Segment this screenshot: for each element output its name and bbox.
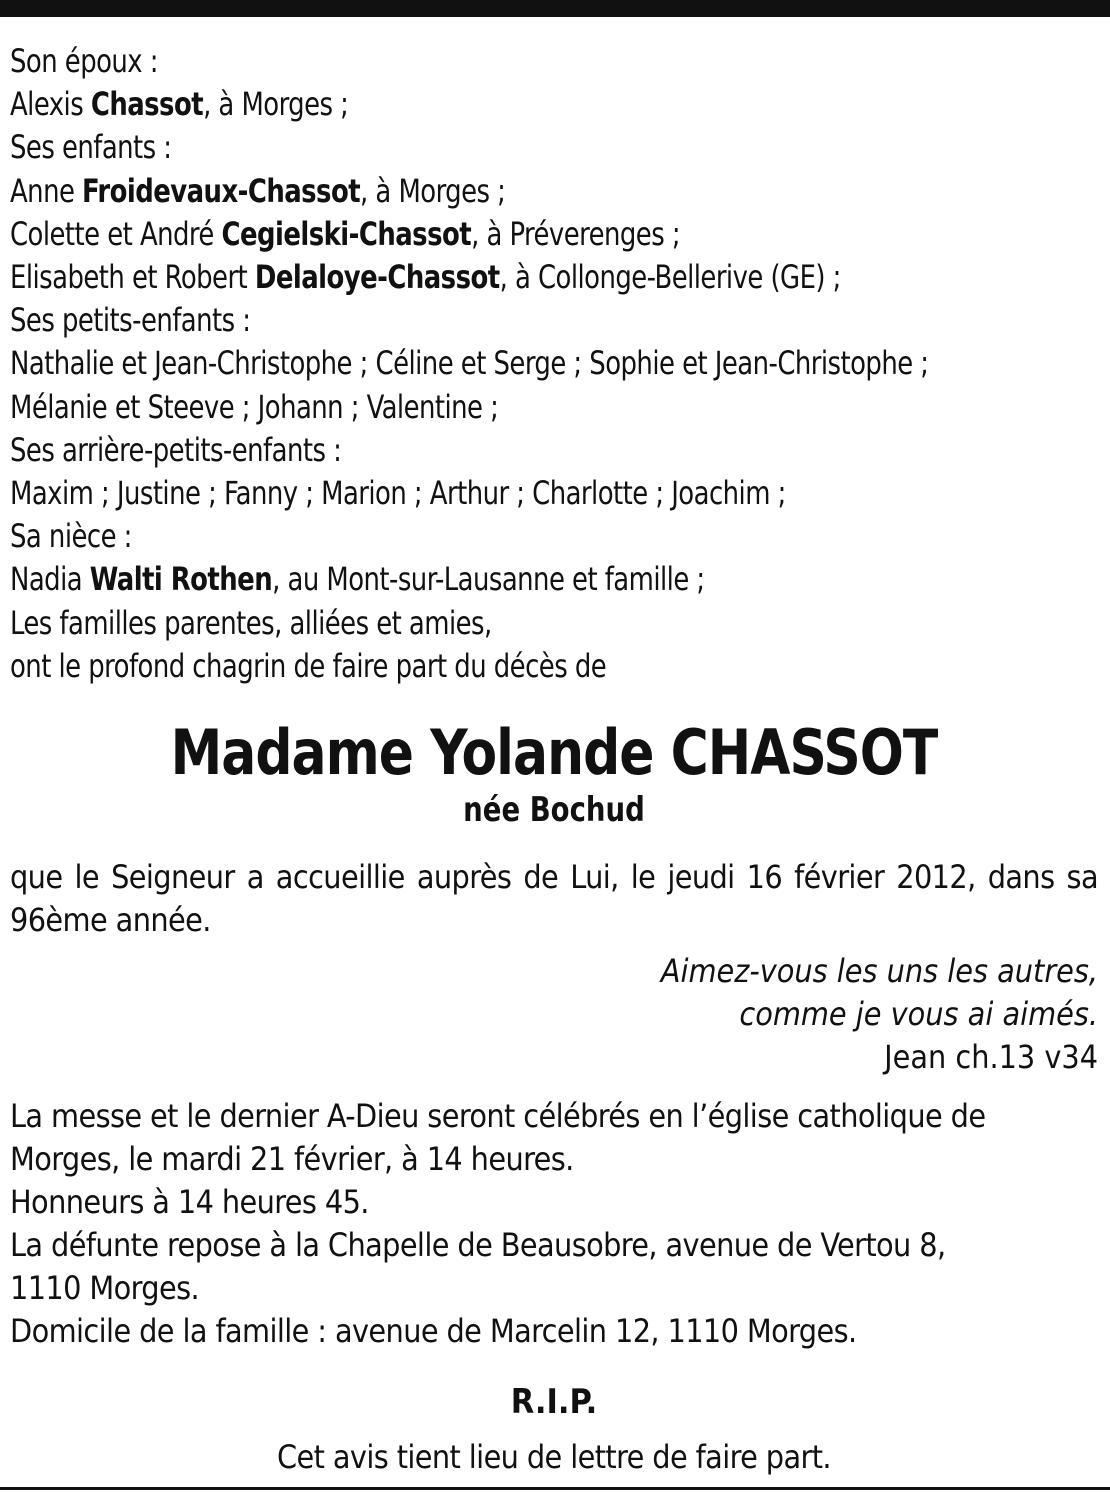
family-line-suffix: , au Mont-sur-Lausanne et famille ; xyxy=(272,560,705,599)
family-line xyxy=(10,645,989,688)
family-surname: Froidevaux-Chassot xyxy=(82,171,361,210)
top-border-rule xyxy=(0,0,1110,17)
family-line xyxy=(10,126,989,169)
family-line-text: Alexis xyxy=(10,85,91,124)
announcement-text: que le Seigneur a accueillie auprès de Lui, le jeudi 16 février 2012, dans sa 96ème année. xyxy=(10,858,1098,940)
family-line-text: Maxim ; Justine ; Fanny ; Marion ; Arthur ; Charlotte ; Joachim ; xyxy=(10,474,786,513)
family-list xyxy=(10,40,1098,688)
domicile-line: Domicile de la famille : avenue de Marcelin 12, 1110 Morges. xyxy=(10,1312,857,1351)
family-line xyxy=(10,386,989,429)
family-line-suffix: , à Collonge-Bellerive (GE) ; xyxy=(499,258,841,297)
family-line xyxy=(10,429,989,472)
family-line-suffix: , à Morges ; xyxy=(203,85,349,124)
ceremony-details xyxy=(10,1095,1098,1353)
family-line xyxy=(10,472,989,515)
closing-text: Cet avis tient lieu de lettre de faire part. xyxy=(277,1438,831,1477)
quote-line: comme je vous ai aimés. xyxy=(739,995,1098,1034)
family-line-text: Ses enfants : xyxy=(10,128,172,167)
family-line-text: Elisabeth et Robert xyxy=(10,258,255,297)
family-line-text: ont le profond chagrin de faire part du décès de xyxy=(10,646,607,685)
quote-line: Aimez-vous les uns les autres, xyxy=(660,952,1098,991)
honors-line: Honneurs à 14 heures 45. xyxy=(10,1183,369,1222)
bottom-border-rule xyxy=(0,1487,1110,1490)
family-line xyxy=(10,170,989,213)
family-line-suffix: , à Morges ; xyxy=(360,171,506,210)
bible-quote xyxy=(10,950,1098,1079)
repose-line: 1110 Morges. xyxy=(10,1269,200,1308)
family-line xyxy=(10,213,989,256)
family-line-text: Ses petits-enfants : xyxy=(10,301,251,340)
family-line xyxy=(10,83,989,126)
family-line-suffix: , à Préverenges ; xyxy=(471,214,681,253)
deceased-birth-name: née Bochud xyxy=(463,790,645,831)
family-surname: Cegielski-Chassot xyxy=(221,214,472,253)
mass-line: Morges, le mardi 21 février, à 14 heures. xyxy=(10,1140,574,1179)
family-line xyxy=(10,558,989,601)
quote-reference: Jean ch.13 v34 xyxy=(884,1038,1098,1077)
family-surname: Delaloye-Chassot xyxy=(254,258,500,297)
family-line xyxy=(10,299,989,342)
family-line xyxy=(10,515,989,558)
family-line xyxy=(10,602,989,645)
family-line xyxy=(10,40,989,83)
family-line-text: Anne xyxy=(10,171,83,210)
mass-line: La messe et le dernier A-Dieu seront célébrés en l’église catholique de xyxy=(10,1097,986,1136)
family-line-text: Son époux : xyxy=(10,42,158,80)
family-line-text: Sa nièce : xyxy=(10,517,132,556)
family-line-text: Ses arrière-petits-enfants : xyxy=(10,430,342,469)
family-line-text: Nathalie et Jean-Christophe ; Céline et Serge ; Sophie et Jean-Christophe ; xyxy=(10,344,929,383)
family-line-text: Mélanie et Steeve ; Johann ; Valentine ; xyxy=(10,387,499,426)
deceased-name: Madame Yolande CHASSOT xyxy=(170,716,938,790)
family-surname: Walti Rothen xyxy=(89,560,273,599)
rip-text: R.I.P. xyxy=(510,1382,598,1423)
family-line-text: Colette et André xyxy=(10,214,222,253)
repose-line: La défunte repose à la Chapelle de Beausobre, avenue de Vertou 8, xyxy=(10,1226,946,1265)
family-surname: Chassot xyxy=(90,85,204,124)
obituary-notice xyxy=(10,40,1098,1479)
family-line-text: Les familles parentes, alliées et amies, xyxy=(10,603,492,642)
family-line-text: Nadia xyxy=(10,560,90,599)
family-line xyxy=(10,342,989,385)
family-line xyxy=(10,256,989,299)
